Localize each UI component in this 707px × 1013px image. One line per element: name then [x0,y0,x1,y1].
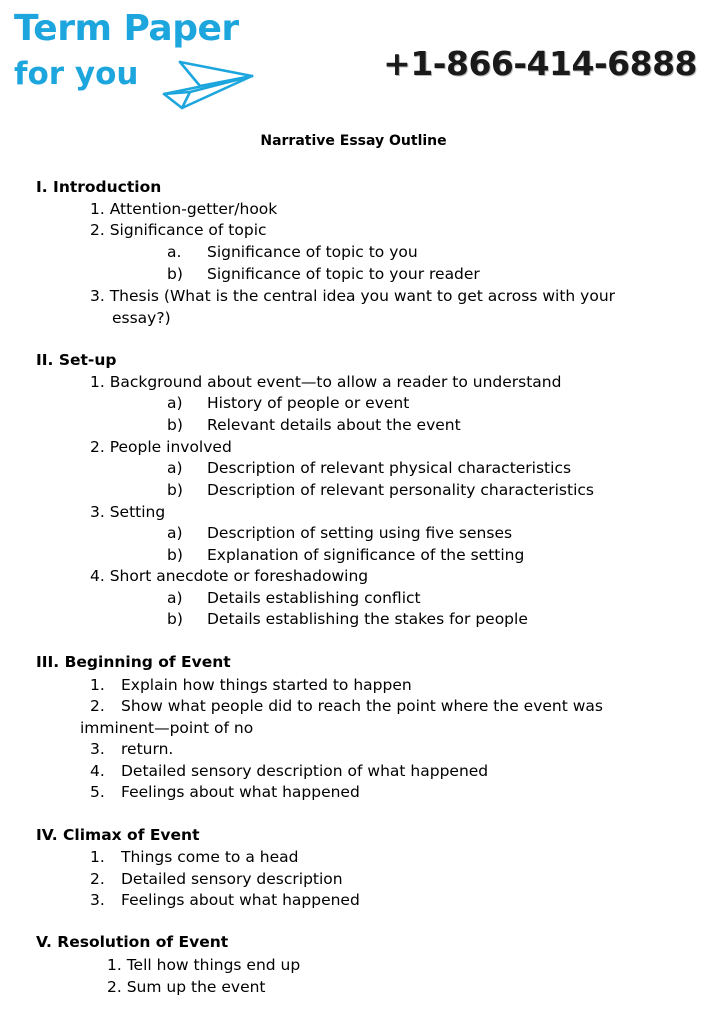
outline-subitem: Description of relevant physical characteristics [207,459,572,477]
outline-subitem: Explanation of significance of the setting [207,546,525,564]
outline-item: Feelings about what happened [121,783,360,801]
outline-item-marker: 1. [90,676,105,694]
outline-item: Things come to a head [121,848,299,866]
outline-item: 1. Tell how things end up [107,956,301,974]
outline-subitem: Details establishing conflict [207,589,421,607]
outline-item: 1. Background about event—to allow a reader to understand [90,373,562,391]
outline-subitem-marker: a) [167,589,183,607]
section-heading: IV. Climax of Event [36,826,200,844]
outline-subitem-marker: b) [167,416,183,434]
outline-item: Feelings about what happened [121,891,360,909]
outline-item-marker: 2. [90,870,105,888]
outline-item: Explain how things started to happen [121,676,412,694]
outline-item: return. [121,740,174,758]
outline-item: Show what people did to reach the point where the event was [121,697,603,715]
outline-item: Detailed sensory description of what happened [121,762,489,780]
outline-subitem-marker: b) [167,481,183,499]
outline-item: 3. Thesis (What is the central idea you want to get across with your [90,287,616,305]
outline-subitem: Relevant details about the event [207,416,461,434]
outline-subitem-marker: a) [167,524,183,542]
outline-item-marker: 5. [90,783,105,801]
outline-subitem: Description of relevant personality characteristics [207,481,594,499]
outline-item-marker: 3. [90,740,105,758]
outline-subitem-marker: a) [167,459,183,477]
section-heading: V. Resolution of Event [36,933,229,951]
outline-subitem: Significance of topic to your reader [207,265,480,283]
outline-item-marker: 1. [90,848,105,866]
outline-subitem-marker: a) [167,394,183,412]
outline-item-marker: 3. [90,891,105,909]
outline-item: Detailed sensory description [121,870,343,888]
outline-item-marker: 4. [90,762,105,780]
paper-plane-icon [160,56,256,110]
section-heading: III. Beginning of Event [36,653,231,671]
section-heading: I. Introduction [36,178,162,196]
section-heading: II. Set-up [36,351,117,369]
logo-text-line2: for you [14,56,139,92]
outline-subitem-marker: b) [167,265,183,283]
outline-item: 2. Significance of topic [90,221,267,239]
outline-subitem: History of people or event [207,394,410,412]
logo[interactable] [10,8,270,108]
outline-subitem: Details establishing the stakes for people [207,610,528,628]
outline-item: 3. Setting [90,503,166,521]
outline-item-continuation: essay?) [112,309,171,327]
outline-subitem: Description of setting using five senses [207,524,513,542]
outline-item: 4. Short anecdote or foreshadowing [90,567,369,585]
outline-item: 1. Attention-getter/hook [90,200,278,218]
outline-subitem-marker: b) [167,546,183,564]
outline-item: 2. People involved [90,438,232,456]
outline-item: 2. Sum up the event [107,978,266,996]
outline-subitem-marker: b) [167,610,183,628]
document-title: Narrative Essay Outline [260,133,447,149]
logo-text-line1: Term Paper [14,8,239,49]
outline-item-continuation: imminent—point of no [80,719,254,737]
phone-number[interactable]: +1-866-414-6888 [383,44,697,83]
outline-subitem: Significance of topic to you [207,243,418,261]
outline-item-marker: 2. [90,697,105,715]
outline-subitem-marker: a. [167,243,182,261]
